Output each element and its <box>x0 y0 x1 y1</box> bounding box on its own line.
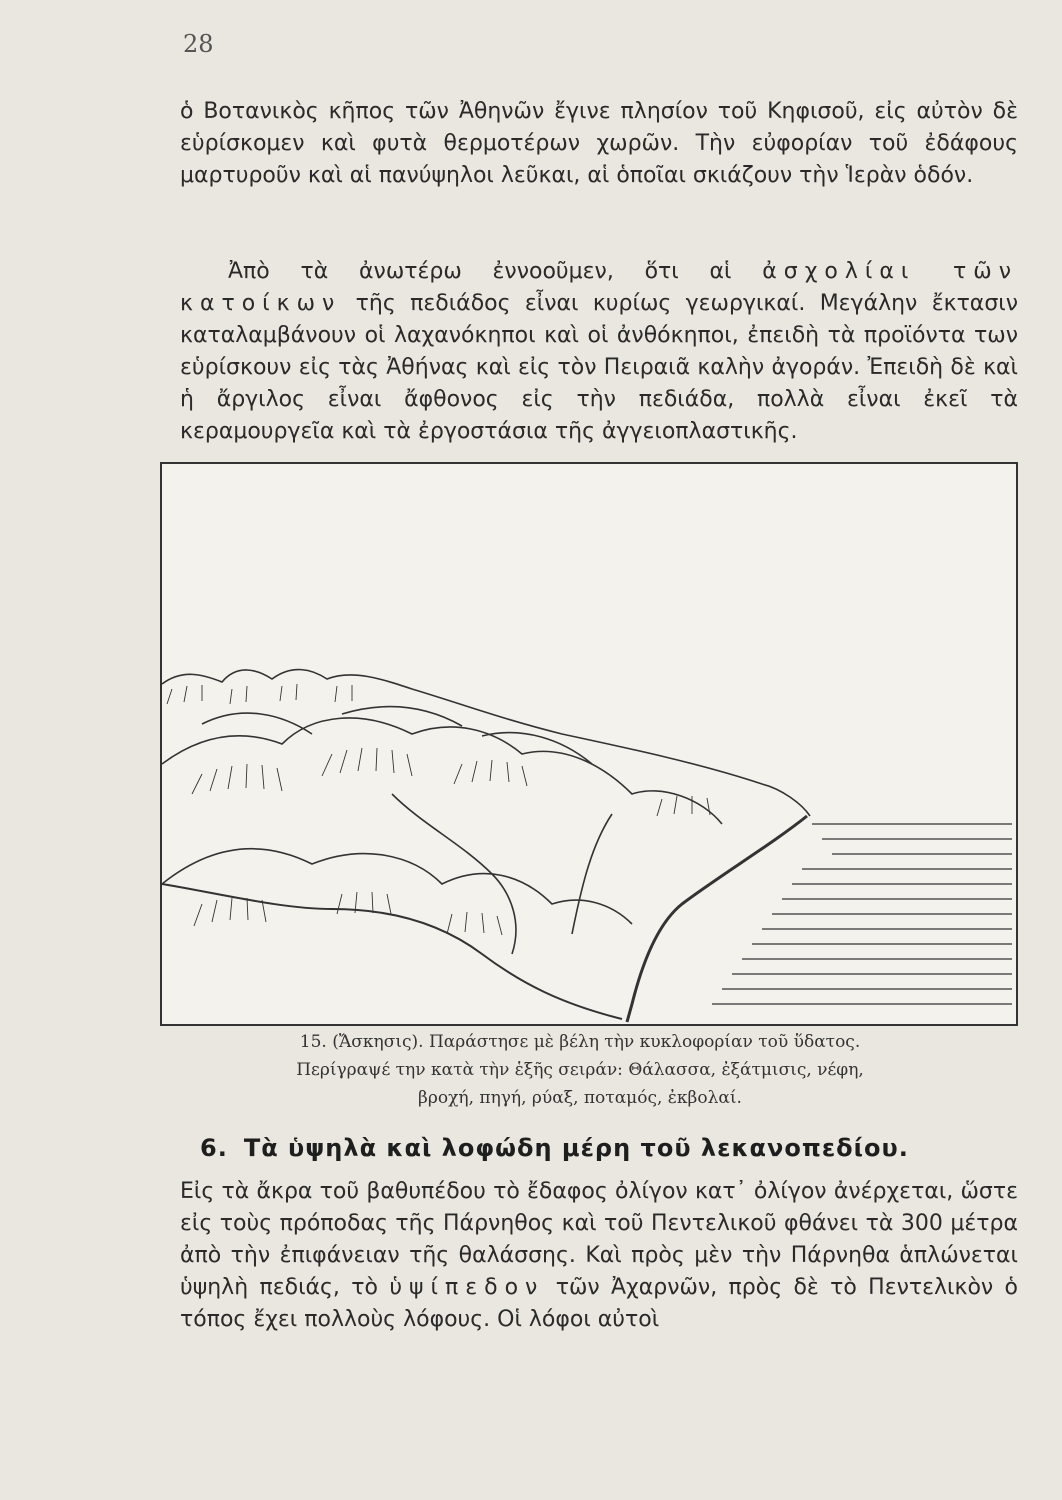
hill-hatching <box>167 684 710 935</box>
back-ridge <box>162 670 810 816</box>
foreground-hills <box>162 849 632 924</box>
paragraph-3-emphasis: ὑψίπεδον <box>389 1275 545 1300</box>
paragraph-2-rest: τῆς πεδιάδος εἶναι κυρίως γεωργικαί. Μεγάλην ἔκτασιν καταλαμβάνουν οἱ λαχανόκηποι καὶ οἱ ἀνθόκηποι, ἐπειδὴ τὰ προϊόντα των εὑρίσκουν εἰς τὰς Ἀθήνας καὶ εἰς τὸν Πειραιᾶ καλὴν ἀγοράν. Ἐπειδὴ δὲ καὶ ἡ ἄργιλος εἶναι ἄφθονος εἰς τὴν πεδιάδα, πολλὰ εἶναι ἐκεῖ τὰ κεραμουργεῖα καὶ τὰ ἐργοστάσια τῆς ἀγγειοπλαστικῆς. <box>180 291 1018 444</box>
paragraph-1-text: ὁ Βοτανικὸς κῆπος τῶν Ἀθηνῶν ἔγινε πλησίον τοῦ Κηφισοῦ, εἰς αὐτὸν δὲ εὑρίσκομεν καὶ φυτὰ θερμοτέρων χωρῶν. Τὴν εὐφορίαν τοῦ ἐδάφους μαρτυροῦν καὶ αἱ πανύψηλοι λεῦκαι, αἱ ὁποῖαι σκιάζουν τὴν Ἱερὰν ὁδόν. <box>180 99 1018 188</box>
section-heading <box>200 1134 909 1162</box>
section-number: 6. <box>200 1134 228 1162</box>
paragraph-3-rest: τῶν Ἀχαρνῶν, πρὸς δὲ τὸ Πεντελικὸν ὁ τόπος ἔχει πολλοὺς λόφους. Οἱ λόφοι αὐτοὶ <box>180 1275 1019 1332</box>
figure-caption-line-3: βροχή, πηγή, ρύαξ, ποταμός, ἐκβολαί. <box>418 1088 742 1108</box>
paragraph-highlands <box>180 1176 1018 1336</box>
paragraph-botanical-garden <box>180 96 1018 192</box>
paragraph-3-lead: Εἰς τὰ ἄκρα τοῦ βαθυπέδου τὸ ἔδαφος ὀλίγον κατ᾽ ὀλίγον ἀνέρχεται, ὥστε εἰς τοὺς πρόποδας τῆς Πάρνηθος καὶ τοῦ Πεντελικοῦ φθάνει τὰ 300 μέτρα ἀπὸ τὴν ἐπιφάνειαν τῆς θαλάσσης. Καὶ πρὸς μὲν τὴν Πάρνηθα ἁπλώνεται ὑψηλὴ πεδιάς, τὸ <box>180 1179 1018 1300</box>
section-title: Τὰ ὑψηλὰ καὶ λοφώδη μέρη τοῦ λεκανοπεδίου. <box>243 1134 909 1162</box>
paragraph-2-text <box>180 256 1018 448</box>
figure-caption-line-2: Περίγραψέ την κατὰ τὴν ἑξῆς σειράν: Θάλασσα, ἐξάτμισις, νέφη, <box>296 1060 864 1080</box>
middle-hills <box>162 718 722 824</box>
paragraph-3-text <box>180 1176 1018 1336</box>
paragraph-2-emphasis: ἀσχολίαι τῶν κατοίκων <box>180 259 1018 316</box>
coastline <box>627 816 807 1022</box>
landscape-illustration <box>160 462 1018 1026</box>
paragraph-2-lead: Ἀπὸ τὰ ἀνωτέρω ἐννοοῦμεν, ὅτι αἱ <box>228 259 732 284</box>
hills-and-sea-drawing <box>162 464 1016 1024</box>
paragraph-occupations <box>180 256 1018 448</box>
figure-caption-line-1: 15. (Ἄσκησις). Παράστησε μὲ βέλη τὴν κυκλοφορίαν τοῦ ὕδατος. <box>299 1032 861 1052</box>
page-number: 28 <box>183 30 214 58</box>
